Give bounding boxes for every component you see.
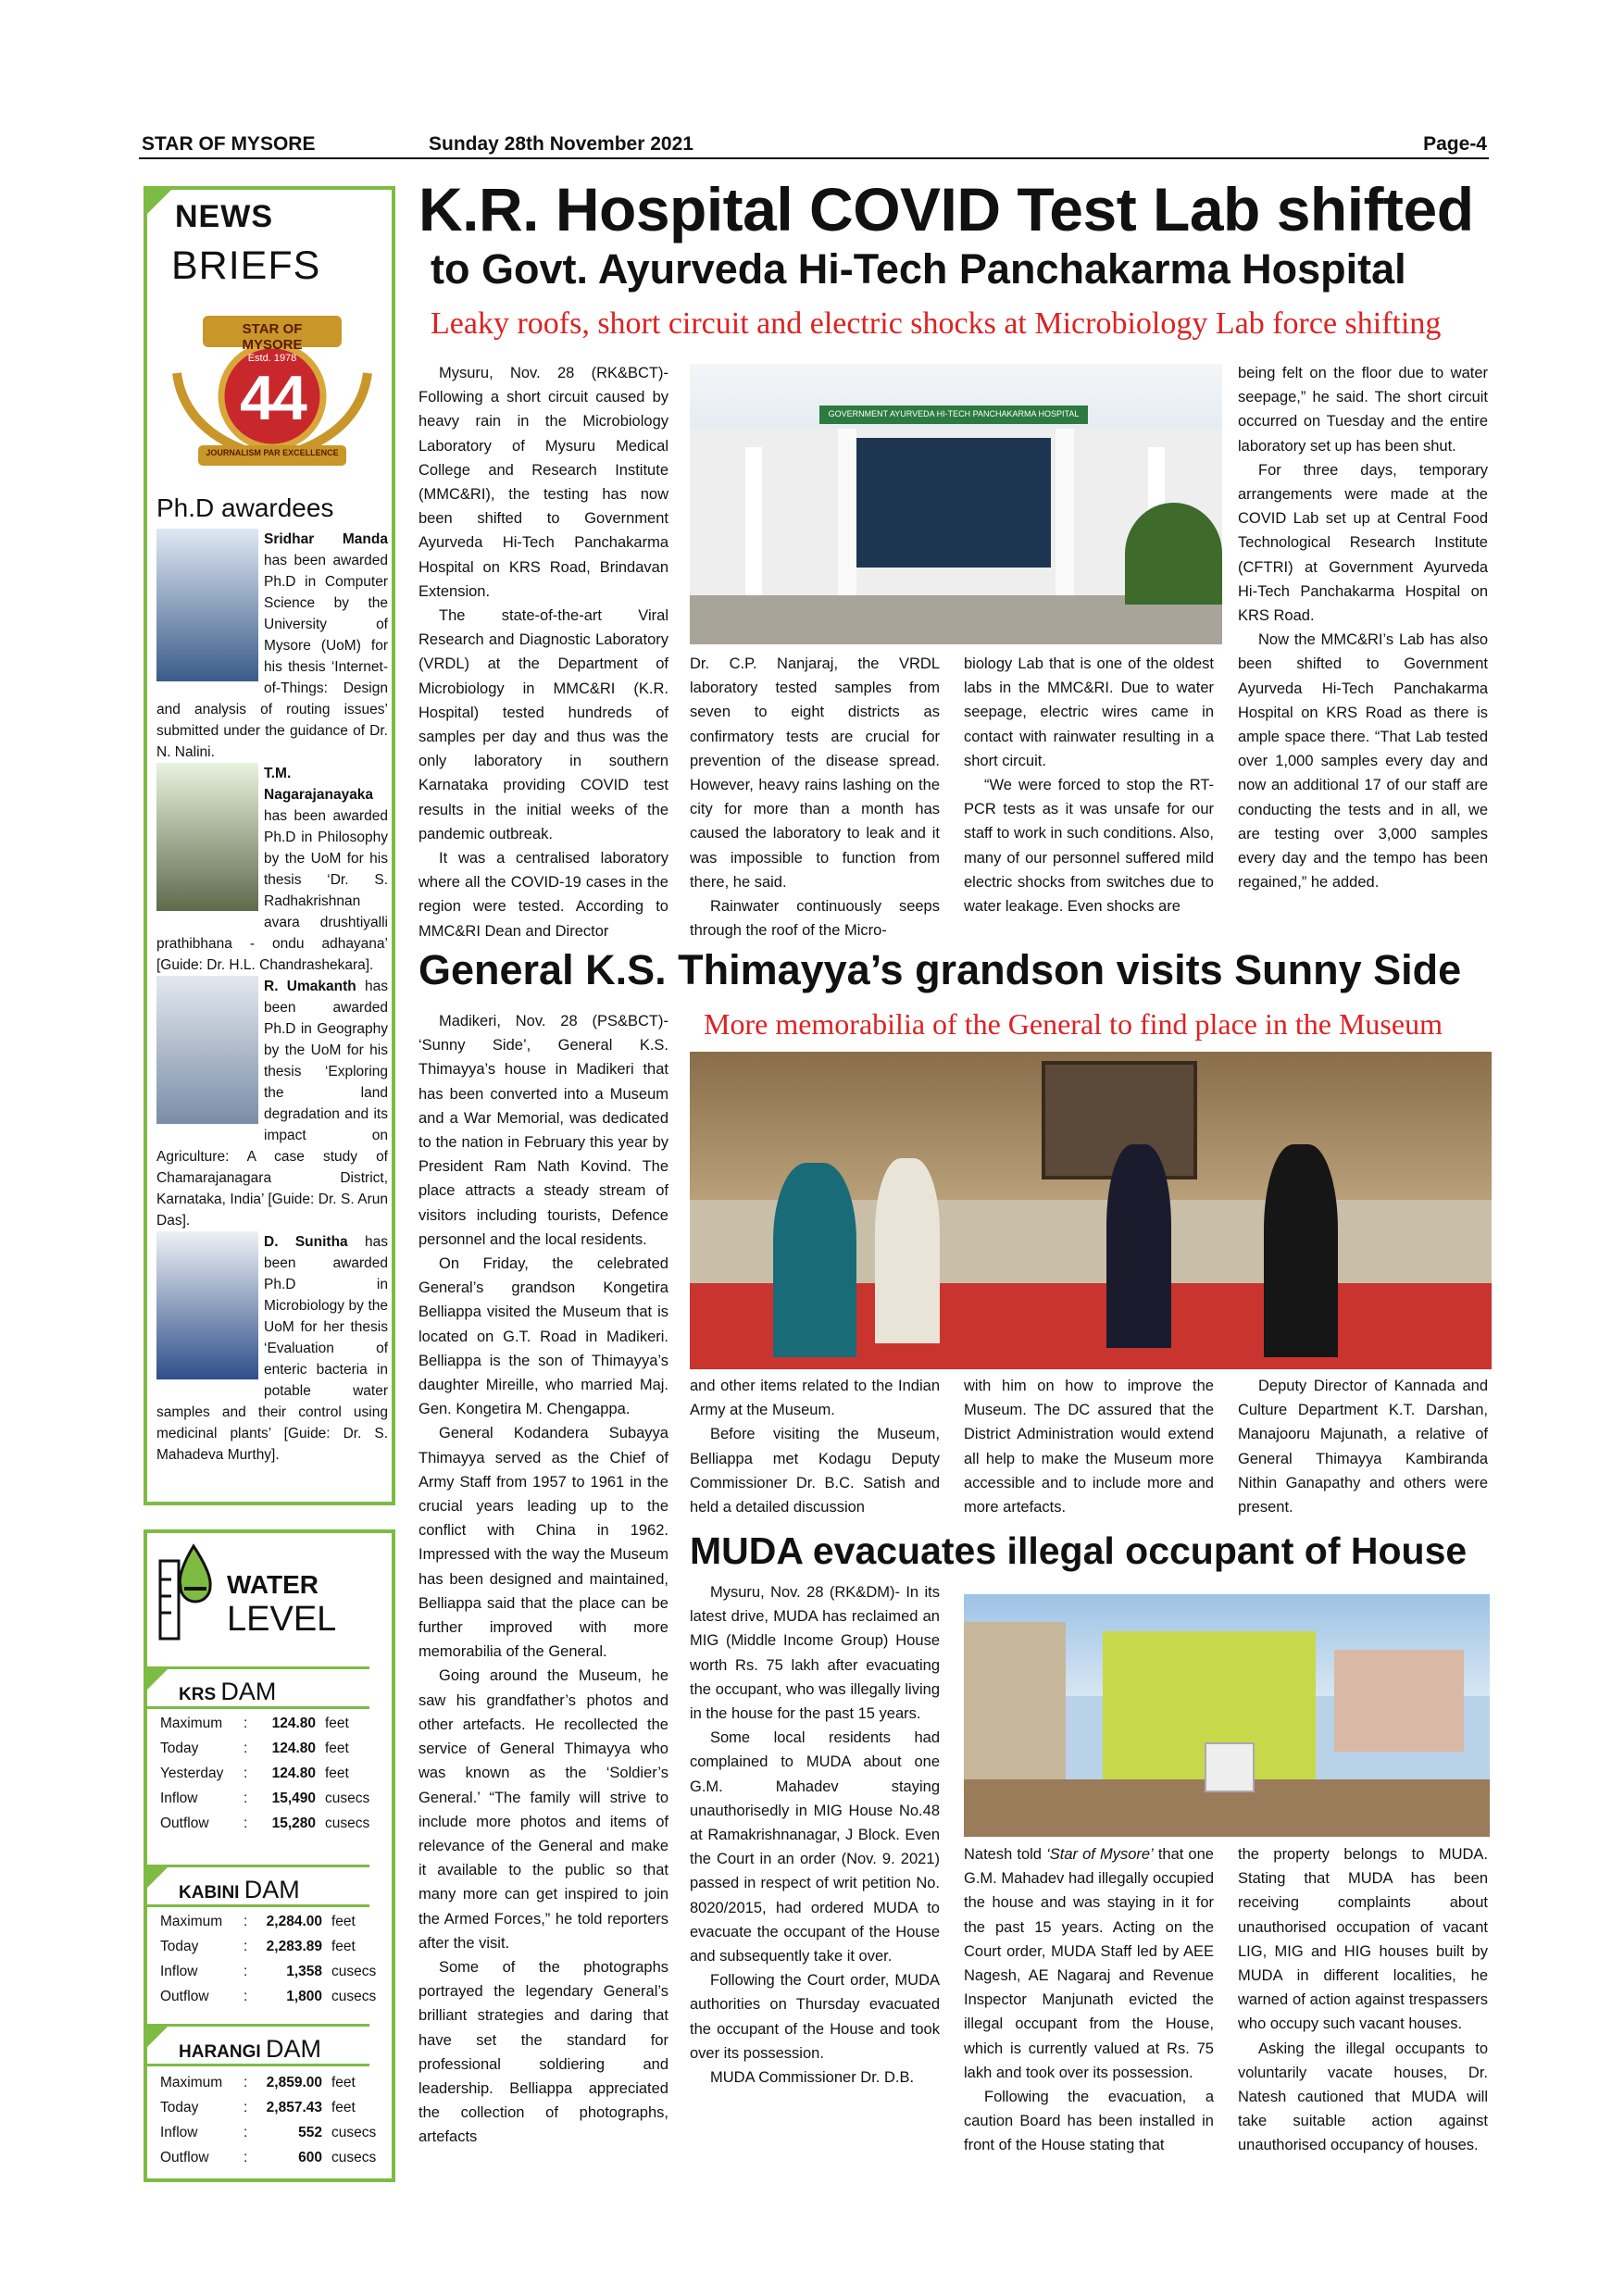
story3-column-3: the property belongs to MUDA. Stating that MUDA has been receiving complaints about unauthorised occupation of vacant LIG, MIG and HIG houses built by MUDA in different localities, he warned of action against trespassers who occupy such vacant houses. Asking the illegal occupants to voluntarily vacate houses, Dr. Natesh cautioned that MUDA will take suitable action against unauthorised occupancy of houses. — [1238, 1846, 1488, 2154]
story2-column-2: and other items related to the Indian Army at the Museum. Before visiting the Museum, Belliappa met Kodagu Deputy Commissioner Dr. B.C. Satish and held a detailed discussion — [690, 1378, 940, 1516]
story1-headline-line2: to Govt. Ayurveda Hi-Tech Panchakarma Hospital — [431, 245, 1406, 293]
story1-kicker: Leaky roofs, short circuit and electric shocks at Microbiology Lab force shifting — [431, 306, 1442, 341]
phd-list — [156, 529, 388, 1466]
phd-title: Ph.D awardees — [156, 493, 334, 522]
awardee-entry: T.M. Nagarajanayaka has been awarded Ph.D in Philosophy by the UoM for his thesis ‘Dr. S. Radhakrishnan avara drushtiyalli prathibhana - ondu adhayana’ [Guide: Dr. H.L. Chandrashekara]. — [156, 766, 388, 973]
briefs-label: BRIEFS — [171, 243, 321, 288]
story3-column-1: Mysuru, Nov. 28 (RK&DM)- In its latest drive, MUDA has reclaimed an MIG (Middle Income Group) House worth Rs. 75 lakh after evacuating the occupant, who was illegally living in the house for the past 15 years. Some local residents had complained to MUDA about one G.M. Mahadev staying unauthorisedly in MIG House No.48 at Ramakrishnanagar, J Block. Even the Court in an order (Nov. 9. 2021) passed in respect of writ petition No. 8020/2015, had ordered MUDA to evacuate the occupant of the House and subsequently take it over. Following the Court order, MUDA authorities on Thursday evacuated the occupant of the House and took over its possession. MUDA Commissioner Dr. D.B. — [690, 1584, 940, 2087]
corner-flag-icon — [147, 1867, 168, 1888]
corner-flag-icon — [147, 1669, 168, 1690]
logo-number: 44 — [240, 363, 305, 433]
story3-headline: MUDA evacuates illegal occupant of House — [690, 1529, 1468, 1572]
story1-column-2: Dr. C.P. Nanjaraj, the VRDL laboratory tested samples from seven to eight districts as confirmatory tests are crucial for prevention of the disease spread. However, heavy rains lashing on the city for more than a month has caused the laboratory to leak and it was impossible to function from there, he said. Rainwater continuously seeps through the roof of the Micro- — [690, 655, 940, 940]
issue-date: Sunday 28th November 2021 — [429, 133, 693, 155]
story1-column-4: being felt on the floor due to water seepage,” he said. The short circuit occurred on Tuesday and the entire laboratory set up has been shut. For three days, temporary arrangements were made at the COVID Lab set up at Central Food Technological Research Institute (CFTRI) at Government Ayurveda Hi-Tech Panchakarma Hospital on KRS Road. Now the MMC&RI’s Lab has also been shifted to Government Ayurveda Hi-Tech Panchakarma Hospital on KRS Road as there is ample space there. “That Lab tested over 1,000 samples every day and now an additional 17 of our staff are conducting the tests and in all, we are testing over 3,000 samples every day and the tempo has been regained,” he added. — [1238, 365, 1488, 892]
awardee-photo — [156, 763, 258, 911]
masthead-rule — [139, 157, 1489, 159]
water-label: WATER — [227, 1570, 319, 1599]
kabini-dam-header: KABINI DAM — [147, 1865, 369, 1907]
logo-title: STAR OF MYSORE — [242, 321, 303, 353]
story1-headline-line1: K.R. Hospital COVID Test Lab shifted — [418, 175, 1474, 243]
newspaper-name: STAR OF MYSORE — [142, 133, 316, 155]
anniversary-logo — [166, 308, 379, 475]
water-drop-icon — [158, 1542, 216, 1644]
awardee-photo — [156, 976, 258, 1124]
level-label: LEVEL — [227, 1600, 337, 1639]
awardee-photo — [156, 529, 258, 681]
story2-column-3: with him on how to improve the Museum. The DC assured that the District Administration would extend all help to make the Museum more accessible and to include more and more artefacts. — [964, 1378, 1214, 1516]
awardee-photo — [156, 1231, 258, 1379]
muda-house-photo — [964, 1594, 1490, 1837]
logo-estd: Estd. 1978 — [247, 353, 297, 364]
story3-column-2: Natesh told ‘Star of Mysore’ that one G.M. Mahadev had illegally occupied the house and was staying in it for the past 15 years. Acting on the Court order, MUDA Staff led by AEE Nagesh, AE Nagaraj and Revenue Inspector Manjunath evicted the illegal occupant from the House, which is currently valued at Rs. 75 lakh and took over its possession. Following the evacuation, a caution Board has been installed in front of the House stating that — [964, 1846, 1214, 2154]
news-briefs-box — [144, 186, 395, 1505]
story2-kicker: More memorabilia of the General to find place in the Museum — [704, 1007, 1443, 1041]
water-top-rule — [144, 1529, 395, 1533]
corner-flag-icon — [144, 186, 175, 218]
awardee-entry: D. Sunitha has been awarded Ph.D in Microbiology by the UoM for her thesis ‘Evaluation of enteric bacteria in potable water samples and their control using medicinal plants’ [Guide: Dr. S. Mahadeva Murthy]. — [156, 1234, 388, 1463]
krs-dam-header: KRS DAM — [147, 1666, 369, 1709]
story2-column-1: Madikeri, Nov. 28 (PS&BCT)- ‘Sunny Side’, General K.S. Thimayya’s house in Madikeri that has been converted into a Museum and a War Memorial, was dedicated to the nation in February this year by President Ram Nath Kovind. The place attracts a steady stream of visitors including tourists, Defence personnel and the local residents. On Friday, the celebrated General’s grandson Kongetira Belliappa visited the Museum that is located on G.T. Road in Madikeri. Belliappa is the son of Thimayya’s daughter Mireille, who married Maj. Gen. Kongetira M. Chengappa. General Kodandera Subayya Thimayya served as the Chief of Army Staff from 1957 to 1961 in the crucial years leading up to the conflict with China in 1962. Impressed with the way the Museum has been designed and maintained, Belliappa said that the place can be further improved with more memorabilia of the General. Going around the Museum, he saw his grandfather’s photos and other artefacts. He recollected the service of General Thimayya who was known as the ‘Soldier’s General.’ “The family will strive to include more photos and items of relevance of the General and make it available to the public so that many more can get inspired to join the Armed Forces,” he told reporters after the visit. Some of the photographs portrayed the legendary General’s brilliant strategies and daring that have set the standard for professional soldiering and leadership. Belliappa appreciated the collection of photographs, artefacts — [418, 1013, 668, 2146]
awardee-entry: R. Umakanth has been awarded Ph.D in Geography by the UoM for his thesis ‘Exploring the land degradation and its impact on Agriculture: A case study of Chamarajanagara District, Karnataka, India’ [Guide: Dr. S. Arun Das]. — [156, 979, 388, 1229]
hospital-building-photo — [690, 364, 1222, 644]
building-sign: GOVERNMENT AYURVEDA HI-TECH PANCHAKARMA HOSPITAL — [828, 409, 1080, 418]
water-level-box: WATER LEVEL KRS DAM Maximum : 124.80 feet Today : 124.80 feet Yesterday : 124.80 feet Inflow : 15,490 cusecs Outflow : 15,280 cusecs KABINI DAM Maximum : 2,284.00 feet Today : 2,283.89 feet Inflow : 1,358 cusecs Outflow : 1,800 cusecs HARANGI DAM Maximum : 2,859.00 feet Today : 2,857.43 feet Inflow : 552 cusecs Outflow : 600 cusecs — [144, 1529, 395, 2182]
corner-flag-icon — [147, 2027, 168, 2047]
story2-headline: General K.S. Thimayya’s grandson visits Sunny Side — [418, 946, 1462, 993]
story1-column-3: biology Lab that is one of the oldest labs in the MMC&RI. Due to water seepage, electric wires came in contact with rainwater resulting in a short circuit. “We were forced to stop the RT-PCR tests as it was unsafe for our staff to work in such conditions. Also, many of our personnel suffered mild electric shocks from switches due to water leakage. Even shocks are — [964, 655, 1214, 916]
harangi-dam-header: HARANGI DAM — [147, 2024, 369, 2066]
awardee-entry: Sridhar Manda has been awarded Ph.D in Computer Science by the University of Mysore (UoM) for his thesis ‘Internet-of-Things: Design and analysis of routing issues’ submitted under the guidance of Dr. N. Nalini. — [156, 531, 388, 760]
page-number: Page-4 — [1423, 133, 1487, 155]
museum-visit-photo — [690, 1052, 1492, 1369]
logo-motto: JOURNALISM PAR EXCELLENCE — [206, 448, 339, 457]
story1-column-1: Mysuru, Nov. 28 (RK&BCT)- Following a short circuit caused by heavy rain in the Microbiology Laboratory of Mysuru Medical College and Research Institute (MMC&RI), the testing has now been shifted to Government Ayurveda Hi-Tech Panchakarma Hospital on KRS Road, Brindavan Extension. The state-of-the-art Viral Research and Diagnostic Laboratory (VRDL) at the Department of Microbiology in MMC&RI (K.R. Hospital) tested hundreds of samples per day and thus was the only laboratory in southern Karnataka providing COVID test results in the initial weeks of the pandemic outbreak. It was a centralised laboratory where all the COVID-19 cases in the region were tested. According to MMC&RI Dean and Director — [418, 365, 668, 940]
news-label: NEWS — [175, 199, 273, 234]
story2-column-4: Deputy Director of Kannada and Culture Department K.T. Darshan, Manajooru Majunath, a relative of General Thimayya Kambiranda Nithin Ganapathy and others were present. — [1238, 1378, 1488, 1516]
